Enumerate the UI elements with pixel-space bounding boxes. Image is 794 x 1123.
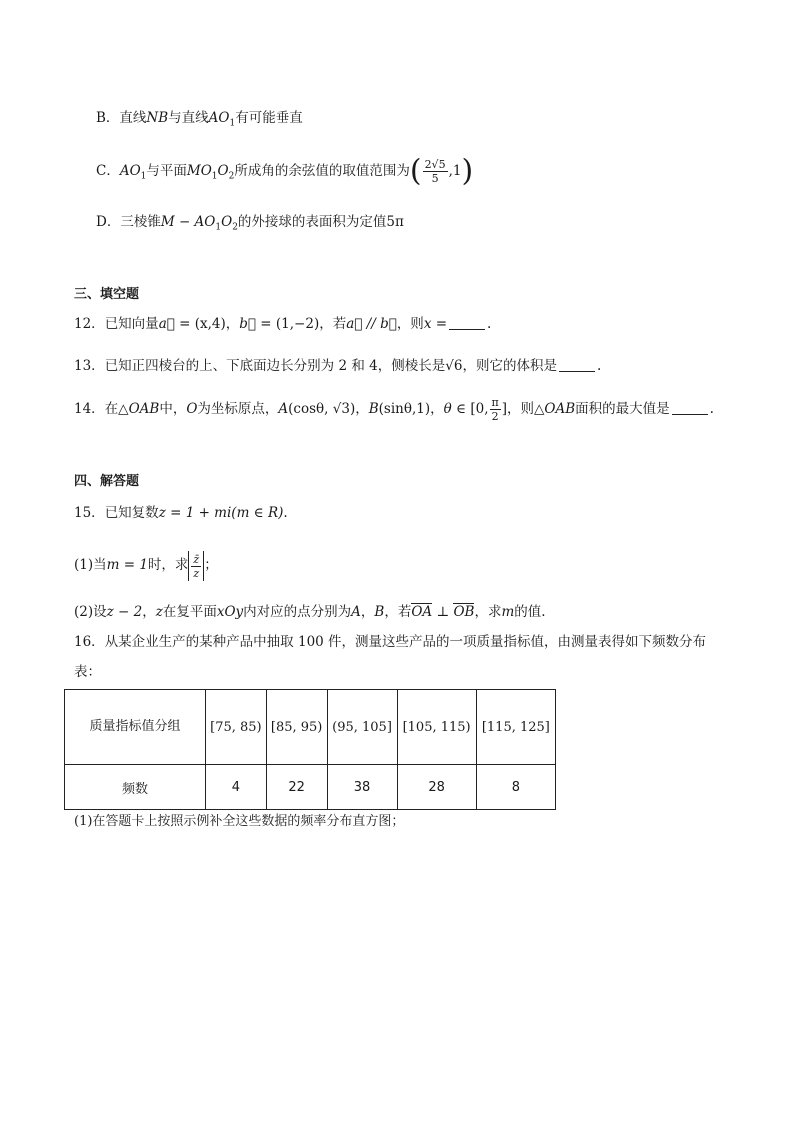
question-12: 12．已知向量a⃗ = (x,4)，b⃗ = (1,−2)，若a⃗ // b⃗，则x = .: [74, 316, 492, 332]
table-row: [65, 690, 556, 765]
table-header-cell: 质量指标值分组: [65, 690, 206, 765]
question-13: 13．已知正四棱台的上、下底面边长分别为 2 和 4，侧棱长是√6，则它的体积是 .: [74, 358, 602, 374]
answer-blank[interactable]: [449, 315, 485, 330]
table-cell-count: 28: [397, 765, 476, 810]
table-cell-interval: [105, 115): [397, 690, 476, 765]
answer-blank[interactable]: [559, 357, 595, 372]
table-cell-interval: [85, 95): [266, 690, 327, 765]
table-row: [65, 765, 556, 810]
section-title-answer: 四、解答题: [74, 474, 140, 489]
option-b: B．直线NB与直线$AO_1$有可能垂直: [96, 110, 303, 129]
fraction: $\frac{2√5}{5}$: [424, 158, 446, 185]
table-cell-interval: [115, 125]: [476, 690, 555, 765]
option-d: D．三棱锥$M - AO_1O_2$的外接球的表面积为定值5π: [96, 214, 404, 233]
table-cell-count: 38: [327, 765, 397, 810]
table-row-label: 频数: [65, 765, 206, 810]
answer-blank[interactable]: [672, 400, 708, 415]
table-cell-count: 22: [266, 765, 327, 810]
section-title-fill-blank: 三、填空题: [74, 287, 140, 302]
question-16-line-1: 16．从某企业生产的某种产品中抽取 100 件，测量这些产品的一项质量指标值，由测量表得如下频数分布: [74, 634, 707, 650]
table-cell-interval: (95, 105]: [327, 690, 397, 765]
option-c: C．$AO_1$与平面$MO_1O_2$所成角的余弦值的取值范围为( $\frac{2√5}{5}$ ,1): [96, 153, 474, 189]
table-cell-count: 8: [476, 765, 555, 810]
question-15: 15．已知复数z = 1 + mi(m ∈ R).: [74, 505, 288, 521]
question-16-part-1: (1)在答题卡上按照示例补全这些数据的频率分布直方图；: [74, 814, 405, 829]
table-cell-count: 4: [206, 765, 267, 810]
question-15-part-2: (2)设z − 2，z在复平面xOy内对应的点分别为A，B，若OA ⊥ OB，求m的值.: [74, 604, 546, 620]
fraction: $\frac{\pi}{2}$: [491, 396, 499, 423]
absolute-value: $\frac{z̄}{z}$: [188, 551, 204, 581]
table-cell-interval: [75, 85): [206, 690, 267, 765]
frequency-table: [64, 689, 556, 810]
question-14: 14．在△OAB中，O为坐标原点，A(cosθ, √3)，B(sinθ,1)，θ ∈ [0, $\frac{\pi}{2}$ ]，则△OAB面积的最大值是 .: [74, 396, 714, 423]
question-15-part-1: (1)当m = 1时，求 $\frac{z̄}{z}$ ；: [74, 552, 218, 580]
question-16-line-2: 表：: [74, 664, 101, 680]
